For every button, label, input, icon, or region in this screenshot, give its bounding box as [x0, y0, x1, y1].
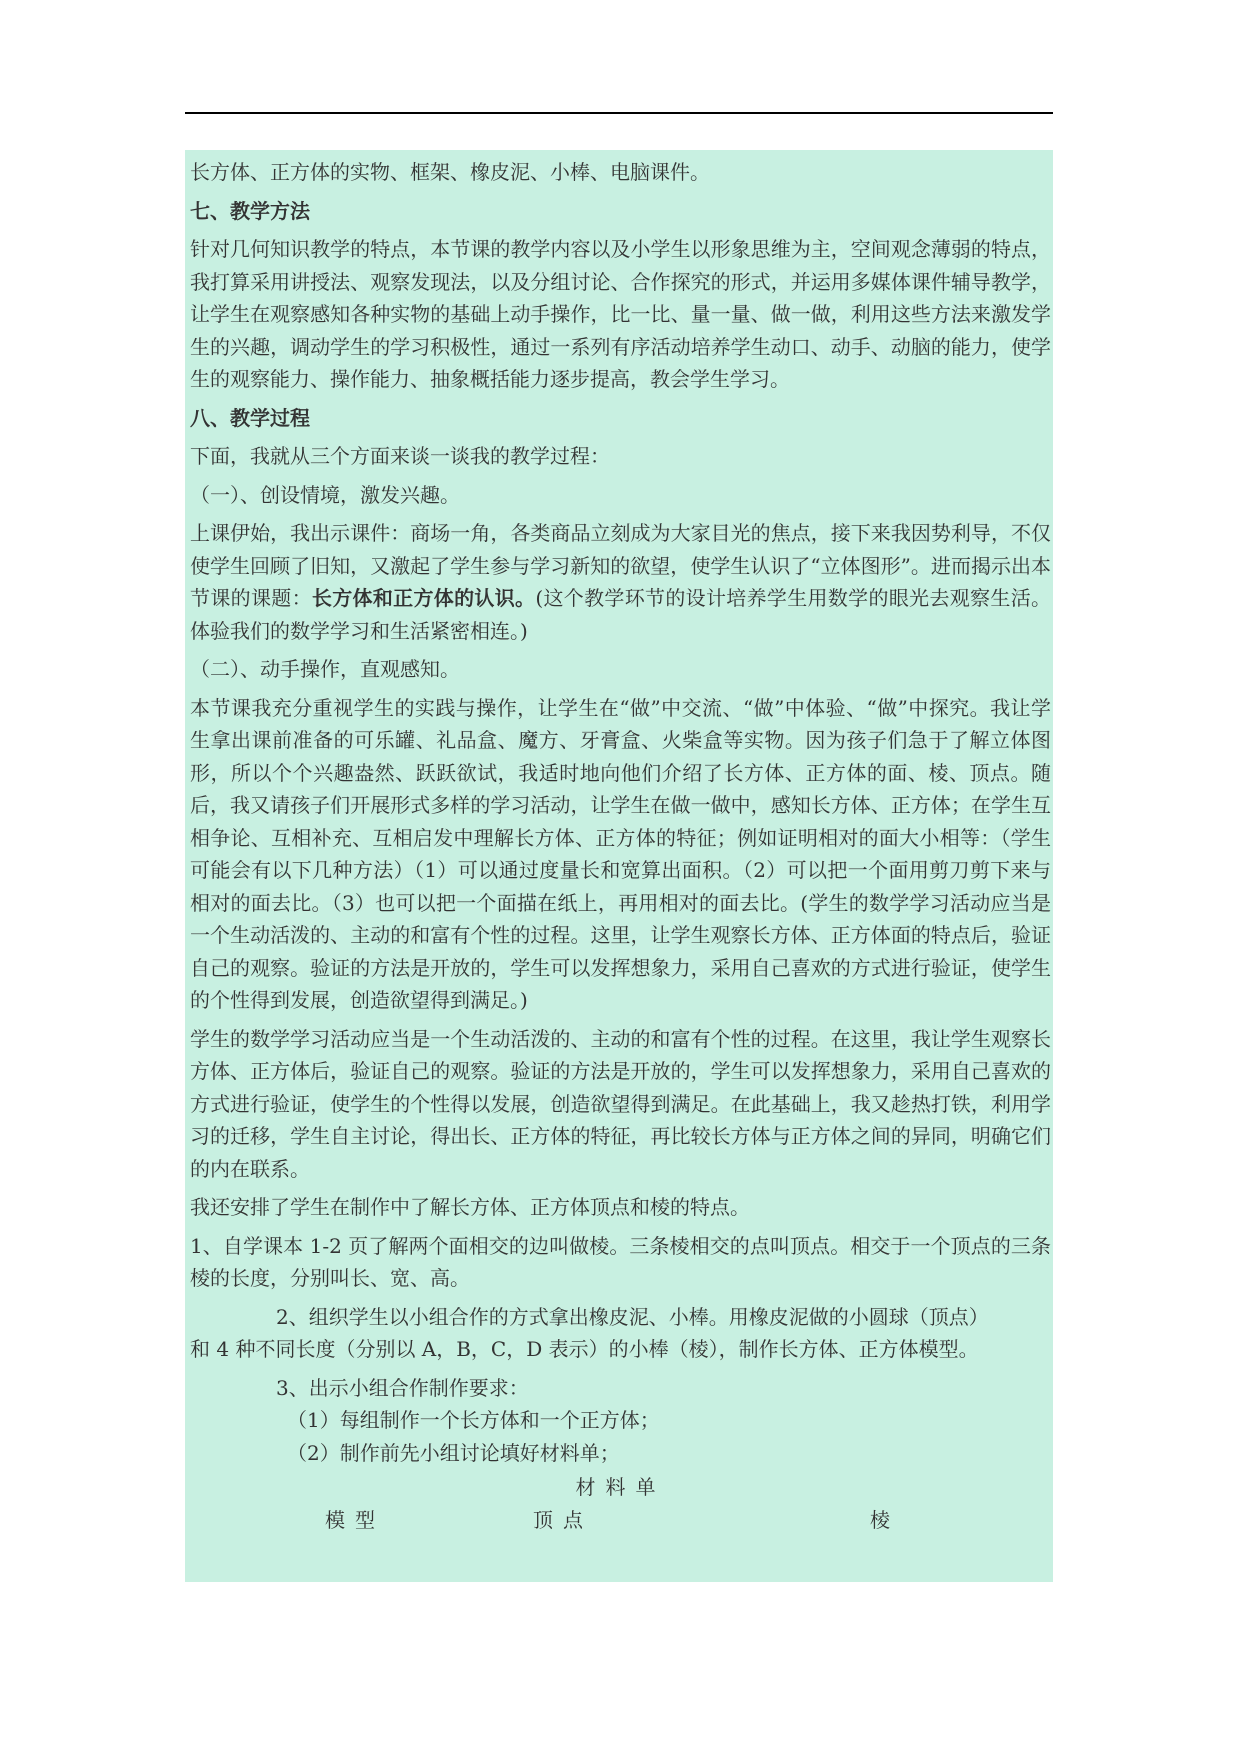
- list-item-1: 1、自学课本 1-2 页了解两个面相交的边叫做棱。三条棱相交的点叫顶点。相交于一个顶点的三条棱的长度，分别叫长、宽、高。: [190, 1233, 1051, 1290]
- section-7-paragraph: 针对几何知识教学的特点，本节课的教学内容以及小学生以形象思维为主，空间观念薄弱的特点，我打算采用讲授法、观察发现法，以及分组讨论、合作探究的形式，并运用多媒体课件辅导教学，让学生在观察感知各种实物的基础上动手操作，比一比、量一量、做一做，利用这些方法来激发学生的兴趣，调动学生的学习积极性，通过一系列有序活动培养学生动口、动手、动脑的能力，使学生的观察能力、操作能力、抽象概括能力逐步提高，教会学生学习。: [190, 237, 1051, 391]
- table-header-model: 模型: [325, 1507, 385, 1532]
- section-8-intro: 下面，我就从三个方面来谈一谈我的教学过程：: [190, 444, 610, 468]
- materials-table-header: [190, 1504, 1051, 1534]
- step-1-text-a: 上课伊始，我出示课件：商场一角，各类商品立刻成为大家目光的焦点，接下来我因势利导，不仅使学生回顾了旧知，又激起了学生参与学习新知的欲望，使学生认识了“立体图形”。进而揭示出本节课的课题：: [190, 521, 1051, 610]
- step-2-paragraph-3: 我还安排了学生在制作中了解长方体、正方体顶点和棱的特点。: [190, 1195, 750, 1219]
- step-2-heading: （二）、动手操作，直观感知。: [190, 657, 460, 681]
- list-item-2-line-1: 2、组织学生以小组合作的方式拿出橡皮泥、小棒。用橡皮泥做的小圆球（顶点）: [276, 1304, 989, 1329]
- table-header-edge: 棱: [870, 1507, 900, 1532]
- section-8-heading: 八、教学过程: [190, 405, 310, 430]
- step-2-paragraph: 本节课我充分重视学生的实践与操作，让学生在“做”中交流、“做”中体验、“做”中探究。我让学生拿出课前准备的可乐罐、礼品盒、魔方、牙膏盒、火柴盒等实物。因为孩子们急于了解立体图形，所以个个兴趣盎然、跃跃欲试，我适时地向他们介绍了长方体、正方体的面、棱、顶点。随后，我又请孩子们开展形式多样的学习活动，让学生在做一做中，感知长方体、正方体；在学生互相争论、互相补充、互相启发中理解长方体、正方体的特征；例如证明相对的面大小相等：（学生可能会有以下几种方法）（1）可以通过度量长和宽算出面积。（2）可以把一个面用剪刀剪下来与相对的面去比。（3）也可以把一个面描在纸上，再用相对的面去比。(学生的数学学习活动应当是一个生动活泼的、主动的和富有个性的过程。这里，让学生观察长方体、正方体面的特点后，验证自己的观察。验证的方法是开放的，学生可以发挥想象力，采用自己喜欢的方式进行验证，使学生的个性得到发展，创造欲望得到满足。): [190, 695, 1051, 1012]
- step-2-paragraph-2: 学生的数学学习活动应当是一个生动活泼的、主动的和富有个性的过程。在这里，我让学生观察长方体、正方体后，验证自己的观察。验证的方法是开放的，学生可以发挥想象力，采用自己喜欢的方式进行验证，使学生的个性得以发展，创造欲望得到满足。在此基础上，我又趁热打铁，利用学习的迁移，学生自主讨论，得出长、正方体的特征，再比较长方体与正方体之间的异同，明确它们的内在联系。: [190, 1026, 1051, 1181]
- table-header-vertex: 顶点: [533, 1507, 593, 1532]
- requirement-1: （1）每组制作一个长方体和一个正方体；: [287, 1408, 660, 1432]
- step-1-paragraph: [190, 517, 1051, 647]
- document-body: [185, 150, 1053, 1582]
- section-7-heading: 七、教学方法: [190, 198, 310, 223]
- requirement-2: （2）制作前先小组讨论填好材料单；: [287, 1440, 620, 1465]
- list-item-3: 3、出示小组合作制作要求：: [276, 1375, 529, 1400]
- list-item-2-line-2: 和 4 种不同长度（分别以 A，B，C，D 表示）的小棒（棱），制作长方体、正方体模型。: [190, 1337, 979, 1361]
- step-1-text-b: (这个教学环节的设计培养学生用数学的眼光去观察生活。体验我们的数学学习和生活紧密相连。): [190, 586, 1052, 643]
- materials-line: 长方体、正方体的实物、框架、橡皮泥、小棒、电脑课件。: [190, 160, 710, 184]
- step-1-heading: （一）、创设情境，激发兴趣。: [190, 482, 460, 507]
- header-rule: [185, 112, 1053, 114]
- lesson-topic: 长方体和正方体的认识。: [311, 586, 536, 610]
- materials-table-title: 材料单: [575, 1475, 666, 1499]
